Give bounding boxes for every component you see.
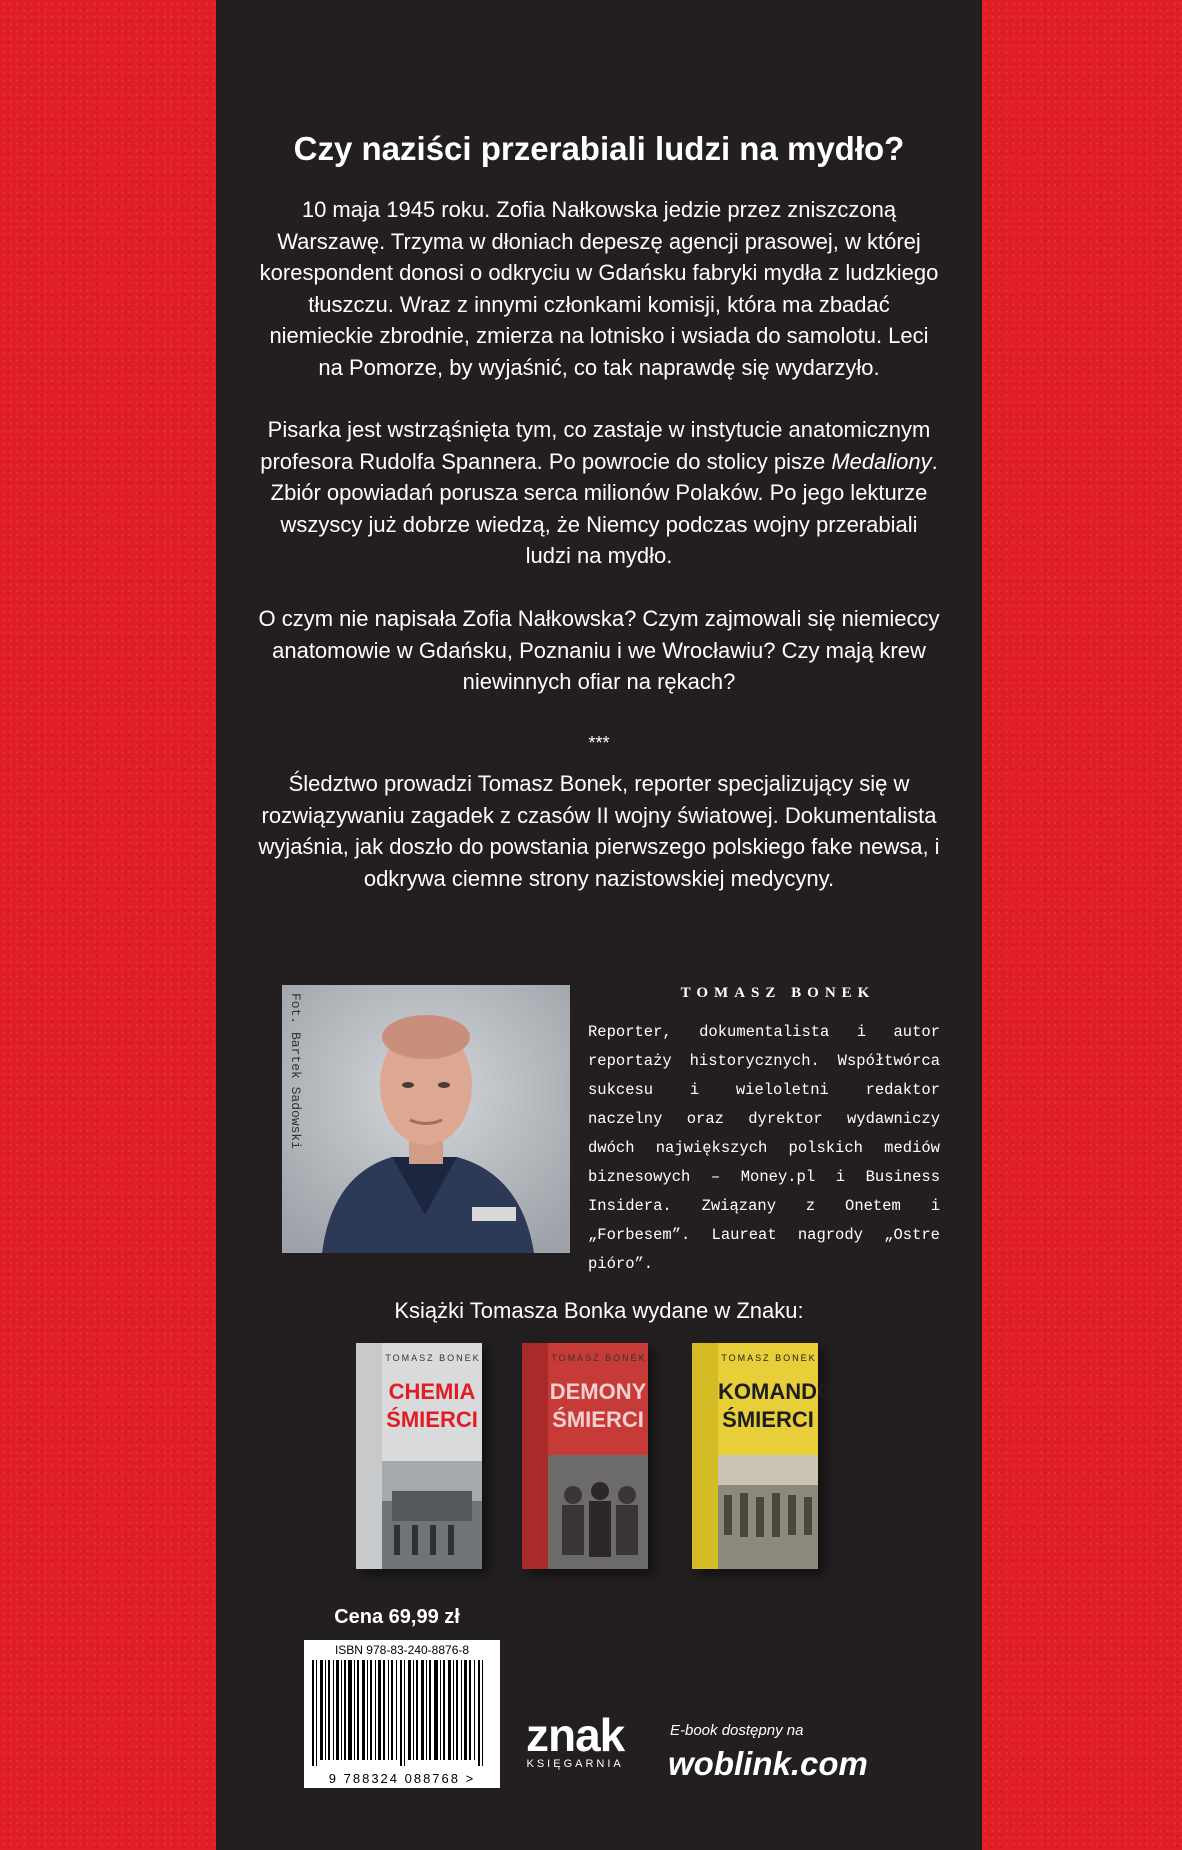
cover-heading: Czy naziści przerabiali ludzi na mydło? <box>293 130 905 167</box>
book-cover-photo <box>382 1461 482 1569</box>
book-title-line2: ŚMIERCI <box>552 1407 644 1432</box>
fourth-paragraph: Śledztwo prowadzi Tomasz Bonek, reporter specjalizujący się w rozwiązywaniu zagadek z czasów II wojny światowej. Dokumentalista wyjaśnia, jak doszło do powstania pierwszego polskiego fake newsa, i odkrywa ciemne strony nazistowskiej medycyny. <box>258 771 940 891</box>
author-photo <box>282 985 570 1253</box>
book-cover-komando-smierci <box>692 1343 835 1569</box>
book-cover-chemia-smierci <box>356 1343 482 1569</box>
ebook-info: E-book dostępny na <box>670 1722 804 1739</box>
author-bio: Reporter, dokumentalista i autor reportaży historycznych. Współtwórca sukcesu i wieloletni redaktor naczelny oraz dyrektor wydawniczy dwóch największych polskich mediów biznesowych – Money.pl i Business Insidera. Związany z Onetem i „Forbesem”. Laureat nagrody „Ostre pióro”. <box>588 1023 940 1273</box>
author-portrait-image <box>282 985 570 1253</box>
isbn-text: ISBN 978-83-240-8876-8 <box>334 1643 470 1657</box>
intro-paragraph: 10 maja 1945 roku. Zofia Nałkowska jedzie przez zniszczoną Warszawę. Trzyma w dłoniach depeszę agencji prasowej, w której korespondent donosi o odkryciu w Gdańsku fabryki mydła z ludzkiego tłuszczu. Wraz z innymi członkami komisji, która ma zbadać niemieckie zbrodnie, zmierza na lotnisko i wsiada do samolotu. Leci na Pomorze, by wyjaśnić, co tak naprawdę się wydarzyło. <box>259 197 939 380</box>
book-title-line2: ŚMIERCI <box>386 1407 478 1432</box>
isbn-barcode <box>304 1640 500 1788</box>
second-paragraph <box>256 414 942 572</box>
barcode-icon <box>312 1660 492 1766</box>
books-section-title: Książki Tomasza Bonka wydane w Znaku: <box>394 1298 804 1323</box>
author-name: TOMASZ BONEK <box>680 985 876 1001</box>
book-title-line2: ŚMIERCI <box>722 1407 814 1432</box>
second-paragraph-part1: Pisarka jest wstrząśnięta tym, co zastaje w instytucie anatomicznym profesora Rudolfa Spannera. Po powrocie do stolicy pisze <box>260 417 931 474</box>
book-author: TOMASZ BONEK <box>551 1353 647 1363</box>
book-spine <box>522 1343 548 1569</box>
book-cover-photo <box>548 1455 648 1569</box>
book-cover-demony-smierci <box>522 1343 648 1569</box>
third-paragraph: O czym nie napisała Zofia Nałkowska? Czym zajmowali się niemieccy anatomowie w Gdańsku, Poznaniu i we Wrocławiu? Czy mają krew niewinnych ofiar na rękach? <box>258 606 940 694</box>
znak-logo <box>526 1709 625 1770</box>
book-title-medaliony: Medaliony <box>831 448 932 474</box>
back-cover-panel <box>216 0 982 1850</box>
left-red-border <box>0 0 216 1850</box>
book-author: TOMASZ BONEK <box>721 1353 817 1363</box>
book-spine <box>356 1343 382 1569</box>
book-spine <box>692 1343 718 1569</box>
section-separator: *** <box>588 733 610 753</box>
barcode-digits: 9 788324 088768 > <box>328 1771 476 1786</box>
book-author: TOMASZ BONEK <box>385 1353 481 1363</box>
right-red-border <box>982 0 1182 1850</box>
book-title-line1: CHEMIA <box>388 1379 476 1404</box>
second-paragraph-part2: . Zbiór opowiadań porusza serca milionów Polaków. Po jego lekturze wszyscy już dobrze wiedzą, że Niemcy podczas wojny przerabiali ludzi na mydło. <box>270 448 938 568</box>
publisher-sub: KSIĘGARNIA <box>526 1758 624 1770</box>
book-title-line1: KOMANDO <box>718 1379 835 1404</box>
book-cover-photo <box>718 1455 818 1569</box>
woblink-logo: woblink.com <box>668 1745 868 1782</box>
price-label: Cena 69,99 zł <box>334 1606 460 1628</box>
book-title-line1: DEMONY <box>549 1379 647 1404</box>
publisher-logo: znak <box>526 1709 625 1761</box>
photo-credit: Fot. Bartek Sadowski <box>288 993 303 1150</box>
